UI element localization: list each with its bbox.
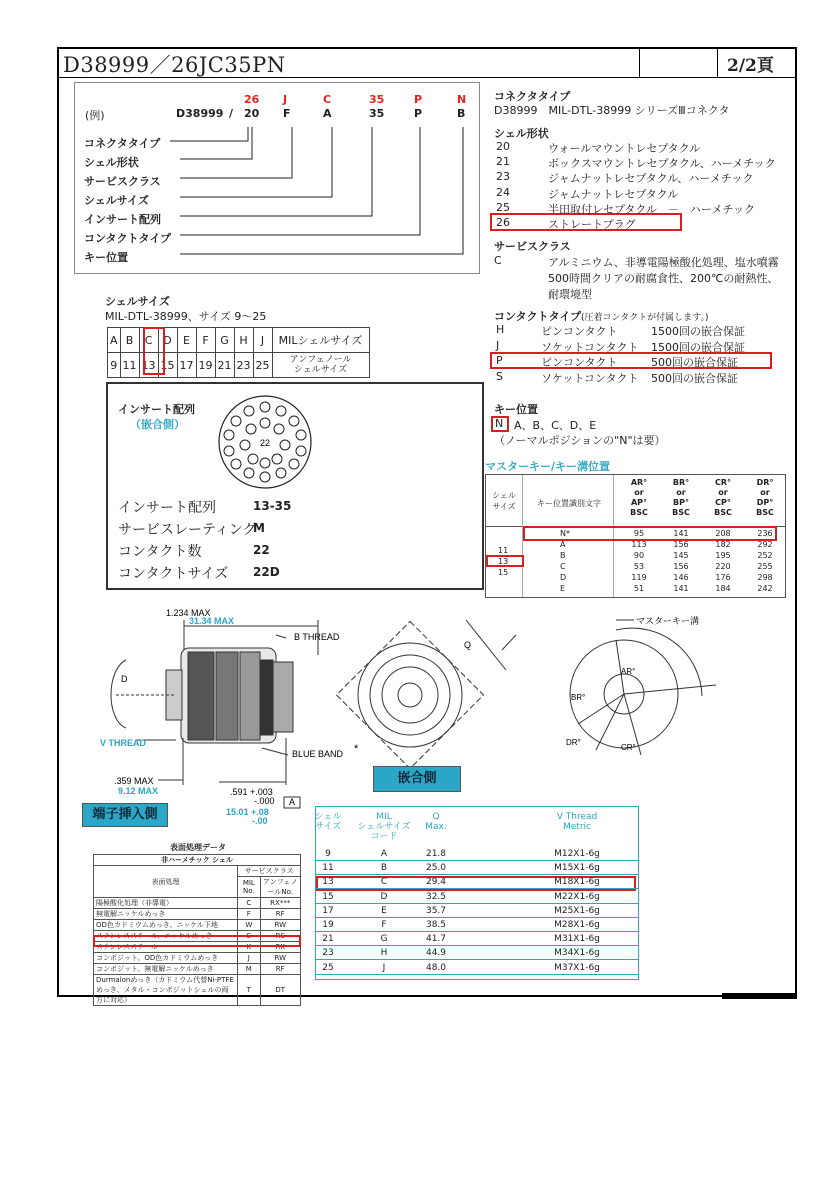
insert-pin [248,454,258,464]
example-row-label: シェル形状 [84,156,139,169]
contact-type: ソケットコンタクト [541,340,639,354]
q-cell: M28X1-6g [554,920,600,930]
contact-code: S [496,369,503,383]
surface-cell: W [238,920,260,931]
q-cell: 11 [322,863,334,874]
mk-key: A [560,540,566,549]
q-cell: H [380,948,388,959]
connector-drawing [76,600,806,830]
example-bottom-code: A [323,107,332,120]
mk-value: 292 [757,540,773,549]
shell-number: 15 [158,353,177,378]
q-cell: 41.7 [425,934,447,945]
example-top-code: P [414,93,423,106]
shell-text: 半田取付レセプタクル － ハーメチック [548,202,756,216]
br-label: BR° [571,693,586,702]
shell-number: 19 [196,353,215,378]
mk-value: 176 [715,573,731,582]
q-cell: M25X1-6g [554,905,600,916]
mk-value: 182 [715,540,731,549]
mk-value: 90 [633,551,645,560]
shell-number: 25 [253,353,272,378]
shell-number: 13 [139,353,158,378]
shell-code: 20 [496,140,510,153]
shell-code: 24 [496,185,510,199]
contact-type: ソケットコンタクト [541,371,639,385]
q-cell: 13 [322,877,334,888]
contact-code: P [496,354,503,367]
tol-mm2: -.00 [252,816,268,826]
tol-in2: -.000 [254,796,275,806]
mk-col-header: DR° or DP° BSC [756,478,774,517]
insert-spec-label: インサート配列 [118,500,216,516]
insert-pin [280,440,290,450]
q-cell: F [381,920,387,930]
shell-number: 21 [215,353,234,378]
mk-col-header: CR° or CP° BSC [714,478,732,517]
contact-spec: 500回の嵌合保証 [651,371,738,385]
mk-value: 141 [673,584,689,593]
shell-number: 11 [120,353,139,378]
mk-value: 208 [715,529,731,538]
q-cell: M12X1-6g [554,849,600,859]
surface-cell: S [238,931,260,942]
header [57,47,797,78]
surface-cell: J [238,953,260,964]
insert-spec-label: サービスレーティング [118,522,257,538]
len-in: 1.234 MAX [166,608,211,618]
surface-cell: RX*** [260,898,301,909]
key-rest: A、B、C、D、E [514,419,597,432]
mk-key: E [560,584,566,593]
divider [316,974,638,975]
surface-row [94,898,301,909]
q-cell: D [380,891,388,902]
insert-pin [260,418,270,428]
insert-pin [296,446,306,456]
surface-cell: RS [260,931,301,942]
insert-pin [224,446,234,456]
asterisk: * [354,743,359,755]
mk-value: 255 [757,562,773,571]
surface-row [94,920,301,931]
page-number: 2/2頁 [727,56,774,76]
insert-sub: （嵌合側） [130,418,185,431]
contact-code: H [496,323,505,336]
q-cell: J [382,962,386,973]
surface-row [94,953,301,964]
doc-title: D38999／26JC35PN [63,53,286,77]
q-header: MIL シェルサイズ コード [357,812,411,842]
b-thread: B THREAD [294,632,340,642]
dr-label: DR° [566,738,581,747]
divider [316,860,638,861]
surface-cell: ステンレススチール、ニッケルめっき [94,931,238,942]
mk-shell-header: シェル サイズ [492,491,516,511]
example-row-label: キー位置 [84,251,128,264]
amph-label: アンフェノール シェルサイズ [272,353,369,378]
surface-cell: C [238,898,260,909]
q-cell: M34X1-6g [554,948,600,959]
shell-letter: J [253,328,272,353]
mk-value: 51 [633,584,645,593]
mk-key: D [560,573,567,582]
insert-pin [289,416,299,426]
example-row-label: コンタクトタイプ [84,232,172,245]
mk-value: 220 [715,562,731,571]
insert-diagram [205,393,325,493]
shell-number: 17 [177,353,196,378]
insert-pin [276,468,286,478]
q-label: Q [464,640,472,650]
example-prefix: D38999 [176,107,224,120]
surface-cell: 陽極酸化処理（非導電） [94,898,238,909]
short-mm: 9.12 MAX [118,786,159,796]
shell-letter: F [196,328,215,353]
insert-pin [240,440,250,450]
q-cell: 32.5 [425,891,447,902]
highlight-box [93,935,301,947]
surface-table: 非ハーメチック シェル 表面処理 サービスクラス MIL No. アンフェノールNo. 陽極酸化処理（非導電） C RX*** 無電解ニッケルめっき F RF OD色カドミウムめっき、ニッケル下地 W RW ステンレススチール、ニッケルめっき S RS ステンレススチール K RK コンポジット、OD色カドミウムめっき J RW コンポジット、無電解ニッケルめっき M RF Durmalonめっき（カドミウム代替Ni-PTFEめっき、メタル・コンポジットシェルの両方に対応） T DT [93,854,301,1006]
mk-value: 146 [673,573,689,582]
highlight-box [143,327,165,375]
q-cell: 44.9 [425,948,447,959]
q-header: V Thread Metric [556,812,598,832]
q-header: シェル サイズ [314,812,342,832]
mk-key: N* [560,529,570,538]
surface-title: 表面処理データ [170,843,226,852]
cr-label: CR° [621,743,636,752]
key-code: N [495,417,504,430]
mk-key-header: キー位置識別文字 [537,499,601,508]
mk-value: 156 [673,540,689,549]
divider [316,917,638,918]
divider [717,47,718,77]
surface-cell: ステンレススチール [94,942,238,953]
surface-row [94,964,301,975]
q-cell: G [380,934,388,945]
shell-code: 23 [496,170,510,184]
insert-spec-value: 22 [253,543,270,557]
shell-size-title: シェルサイズ [105,295,170,308]
surface-cell: コンポジット、無電解ニッケルめっき [94,964,238,975]
mk-value: 298 [757,573,773,582]
blue-band: BLUE BAND [292,749,344,759]
example-row-label: サービスクラス [84,175,161,188]
shell-letter: D [158,328,177,353]
insert-pin [272,454,282,464]
q-cell: M37X1-6g [554,962,600,973]
insert-spec-label: コンタクトサイズ [118,566,229,582]
mk-value: 95 [633,529,645,538]
shell-letter: E [177,328,196,353]
contact-type: ピンコンタクト [541,325,618,338]
divider [316,874,638,875]
q-cell: 25 [322,962,334,973]
surface-cell: OD色カドミウムめっき、ニッケル下地 [94,920,238,931]
insert-pin [274,424,284,434]
surface-cell: RK [260,942,301,953]
surface-cell: K [238,942,260,953]
mk-value: 242 [757,584,773,593]
mk-value: 252 [757,551,773,560]
example-row-label: コネクタタイプ [84,137,161,150]
contact-spec: 1500回の嵌合保証 [651,325,745,338]
mk-value: 119 [631,573,647,582]
q-cell: M18X1-6g [554,877,600,888]
surface-cell: M [238,964,260,975]
mil-header: MILシェルサイズ [272,328,369,353]
divider [316,888,638,889]
insert-spec-label: コンタクト数 [118,544,202,560]
insert-pin [260,472,270,482]
contact-spec: 500回の嵌合保証 [651,356,738,369]
footer-bar [722,993,797,999]
front-label: 嵌合側 [373,766,461,792]
shell-title: シェル形状 [494,127,549,140]
example-slash: / [229,107,234,120]
q-cell: 29.4 [425,877,447,888]
q-cell: 25.0 [425,863,447,874]
q-cell: 38.5 [425,920,447,930]
tol-mm: 15.01 +.08 [226,807,269,817]
example-top-code: C [323,93,332,106]
example-top-code: N [457,93,467,106]
rear-label: 端子挿入側 [82,803,168,827]
example-top-code: 26 [244,93,260,106]
example-bottom-code: P [414,107,423,120]
datum: A [289,797,296,807]
q-cell: 48.0 [425,962,447,973]
d-label: D [121,674,128,684]
shell-number: 9 [108,353,121,378]
shell-number: 23 [234,353,253,378]
insert-pin [276,406,286,416]
q-cell: 35.7 [425,905,447,916]
q-cell: A [380,849,388,859]
service-line: 耐環境型 [548,288,592,301]
shell-text: ウォールマウントレセプタクル [548,142,701,155]
shell-letter: A [108,328,121,353]
insert-spec-value: 22D [253,565,280,579]
contact-heading: コンタクトタイプ(圧着コンタクトが付属します。) [494,310,709,323]
example-bottom-code: 35 [369,107,385,120]
shell-code: 21 [496,155,510,169]
mk-key: B [560,551,566,560]
conn-type-title: コネクタタイプ [494,90,571,103]
shell-code: 25 [496,200,510,214]
tol-in: .591 +.003 [230,787,273,797]
divider [316,959,638,960]
shell-text: ストレートプラグ [548,218,636,231]
q-cell: M31X1-6g [554,934,600,945]
mk-value: 184 [715,584,731,593]
divider [316,945,638,946]
example-leader-lines [170,108,480,268]
divider [316,931,638,932]
q-cell: 23 [322,948,334,959]
surface-cell: RF [260,909,301,920]
mk-shell: 15 [498,568,509,577]
service-code: C [494,254,502,267]
insert-pin [231,416,241,426]
q-cell: E [381,905,387,916]
surface-cell: F [238,909,260,920]
shell-code: 26 [496,216,510,229]
shell-text: ジャムナットレセプタクル、ハーメチック [548,172,754,186]
q-cell: 21 [322,934,334,945]
mk-value: 141 [673,529,689,538]
contact-spec: 1500回の嵌合保証 [651,340,745,354]
len-mm: 31.34 MAX [189,616,235,626]
q-cell: 9 [325,849,331,859]
mk-value: 195 [715,551,731,560]
insert-pin [244,468,254,478]
example-bottom-code: 20 [244,107,260,120]
shell-text: ジャムナットレセプタクル [548,187,679,201]
mk-value: 156 [673,562,689,571]
surface-cell: T [238,975,260,1006]
key-note: （ノーマルポジションの"N"は要） [494,434,666,447]
q-cell: M15X1-6g [554,863,600,874]
contact-code: J [496,338,500,352]
mk-shell: 13 [498,557,509,566]
v-thread: V THREAD [100,738,147,748]
q-cell: C [380,877,388,888]
insert-center-label: 22 [259,438,271,448]
conn-type-text: D38999 MIL-DTL-38999 シリーズⅢコネクタ [494,104,730,117]
q-cell: M22X1-6g [554,891,600,902]
insert-pin [244,406,254,416]
example-top-code: J [283,93,288,106]
divider [639,47,640,77]
mk-shell: 11 [498,546,509,555]
q-cell: 15 [322,891,334,902]
example-bottom-code: B [457,107,466,120]
mk-col-header: AR° or AP° BSC [630,478,648,517]
mk-value: 236 [757,529,773,538]
example-row-label: シェルサイズ [84,194,149,207]
service-line: 500時間クリアの耐腐食性、200℃の耐熱性、 [548,272,779,285]
mk-key: C [560,562,566,571]
key-title: キー位置 [494,403,538,416]
mk-value: 53 [633,562,645,571]
example-bottom-code: F [283,107,291,120]
shell-letter: G [215,328,234,353]
example-label: (例) [85,109,105,122]
divider [316,903,638,904]
mk-value: 145 [673,551,689,560]
shell-letter: B [120,328,139,353]
service-line: アルミニウム、非導電陽極酸化処理、塩水噴霧 [548,256,779,269]
example-row-label: インサート配列 [84,213,161,226]
shell-text: ボックスマウントレセプタクル、ハーメチック [548,157,776,171]
insert-pin [289,459,299,469]
insert-spec-value: M [253,521,265,535]
surface-cell: RW [260,953,301,964]
mk-label: マスターキー溝 [636,616,700,626]
short-in: .359 MAX [114,776,154,786]
master-key-title: マスターキー/キー溝位置 [485,460,611,473]
example-top-code: 35 [369,93,385,106]
insert-title: インサート配列 [118,403,195,416]
insert-pin [246,424,256,434]
shell-letter: C [139,328,158,353]
q-header: Q Max. [425,812,447,832]
surface-cell: RW [260,920,301,931]
insert-pin [260,402,270,412]
surface-cell: コンポジット、OD色カドミウムめっき [94,953,238,964]
contact-type: ピンコンタクト [541,356,618,369]
shell-letter: H [234,328,253,353]
surface-row [94,909,301,920]
q-cell: 19 [322,920,334,930]
shell-size-sub: MIL-DTL-38999、サイズ 9～25 [105,310,267,323]
ar-label: AR° [621,667,636,676]
surface-cell: DT [260,975,301,1006]
service-title: サービスクラス [494,240,571,253]
surface-cell: Durmalonめっき（カドミウム代替Ni-PTFEめっき、メタル・コンポジットシェルの両方に対応） [94,975,238,1006]
q-cell: 21.8 [425,849,447,859]
surface-cell: RF [260,964,301,975]
insert-pin [296,430,306,440]
mk-value: 113 [631,540,647,549]
insert-pin [231,459,241,469]
insert-spec-value: 13-35 [253,499,292,513]
mk-col-header: BR° or BP° BSC [672,478,690,517]
insert-pin [260,458,270,468]
insert-pin [224,430,234,440]
q-cell: B [380,863,388,874]
surface-cell: 無電解ニッケルめっき [94,909,238,920]
surface-row [94,975,301,1006]
q-cell: 17 [322,905,334,916]
